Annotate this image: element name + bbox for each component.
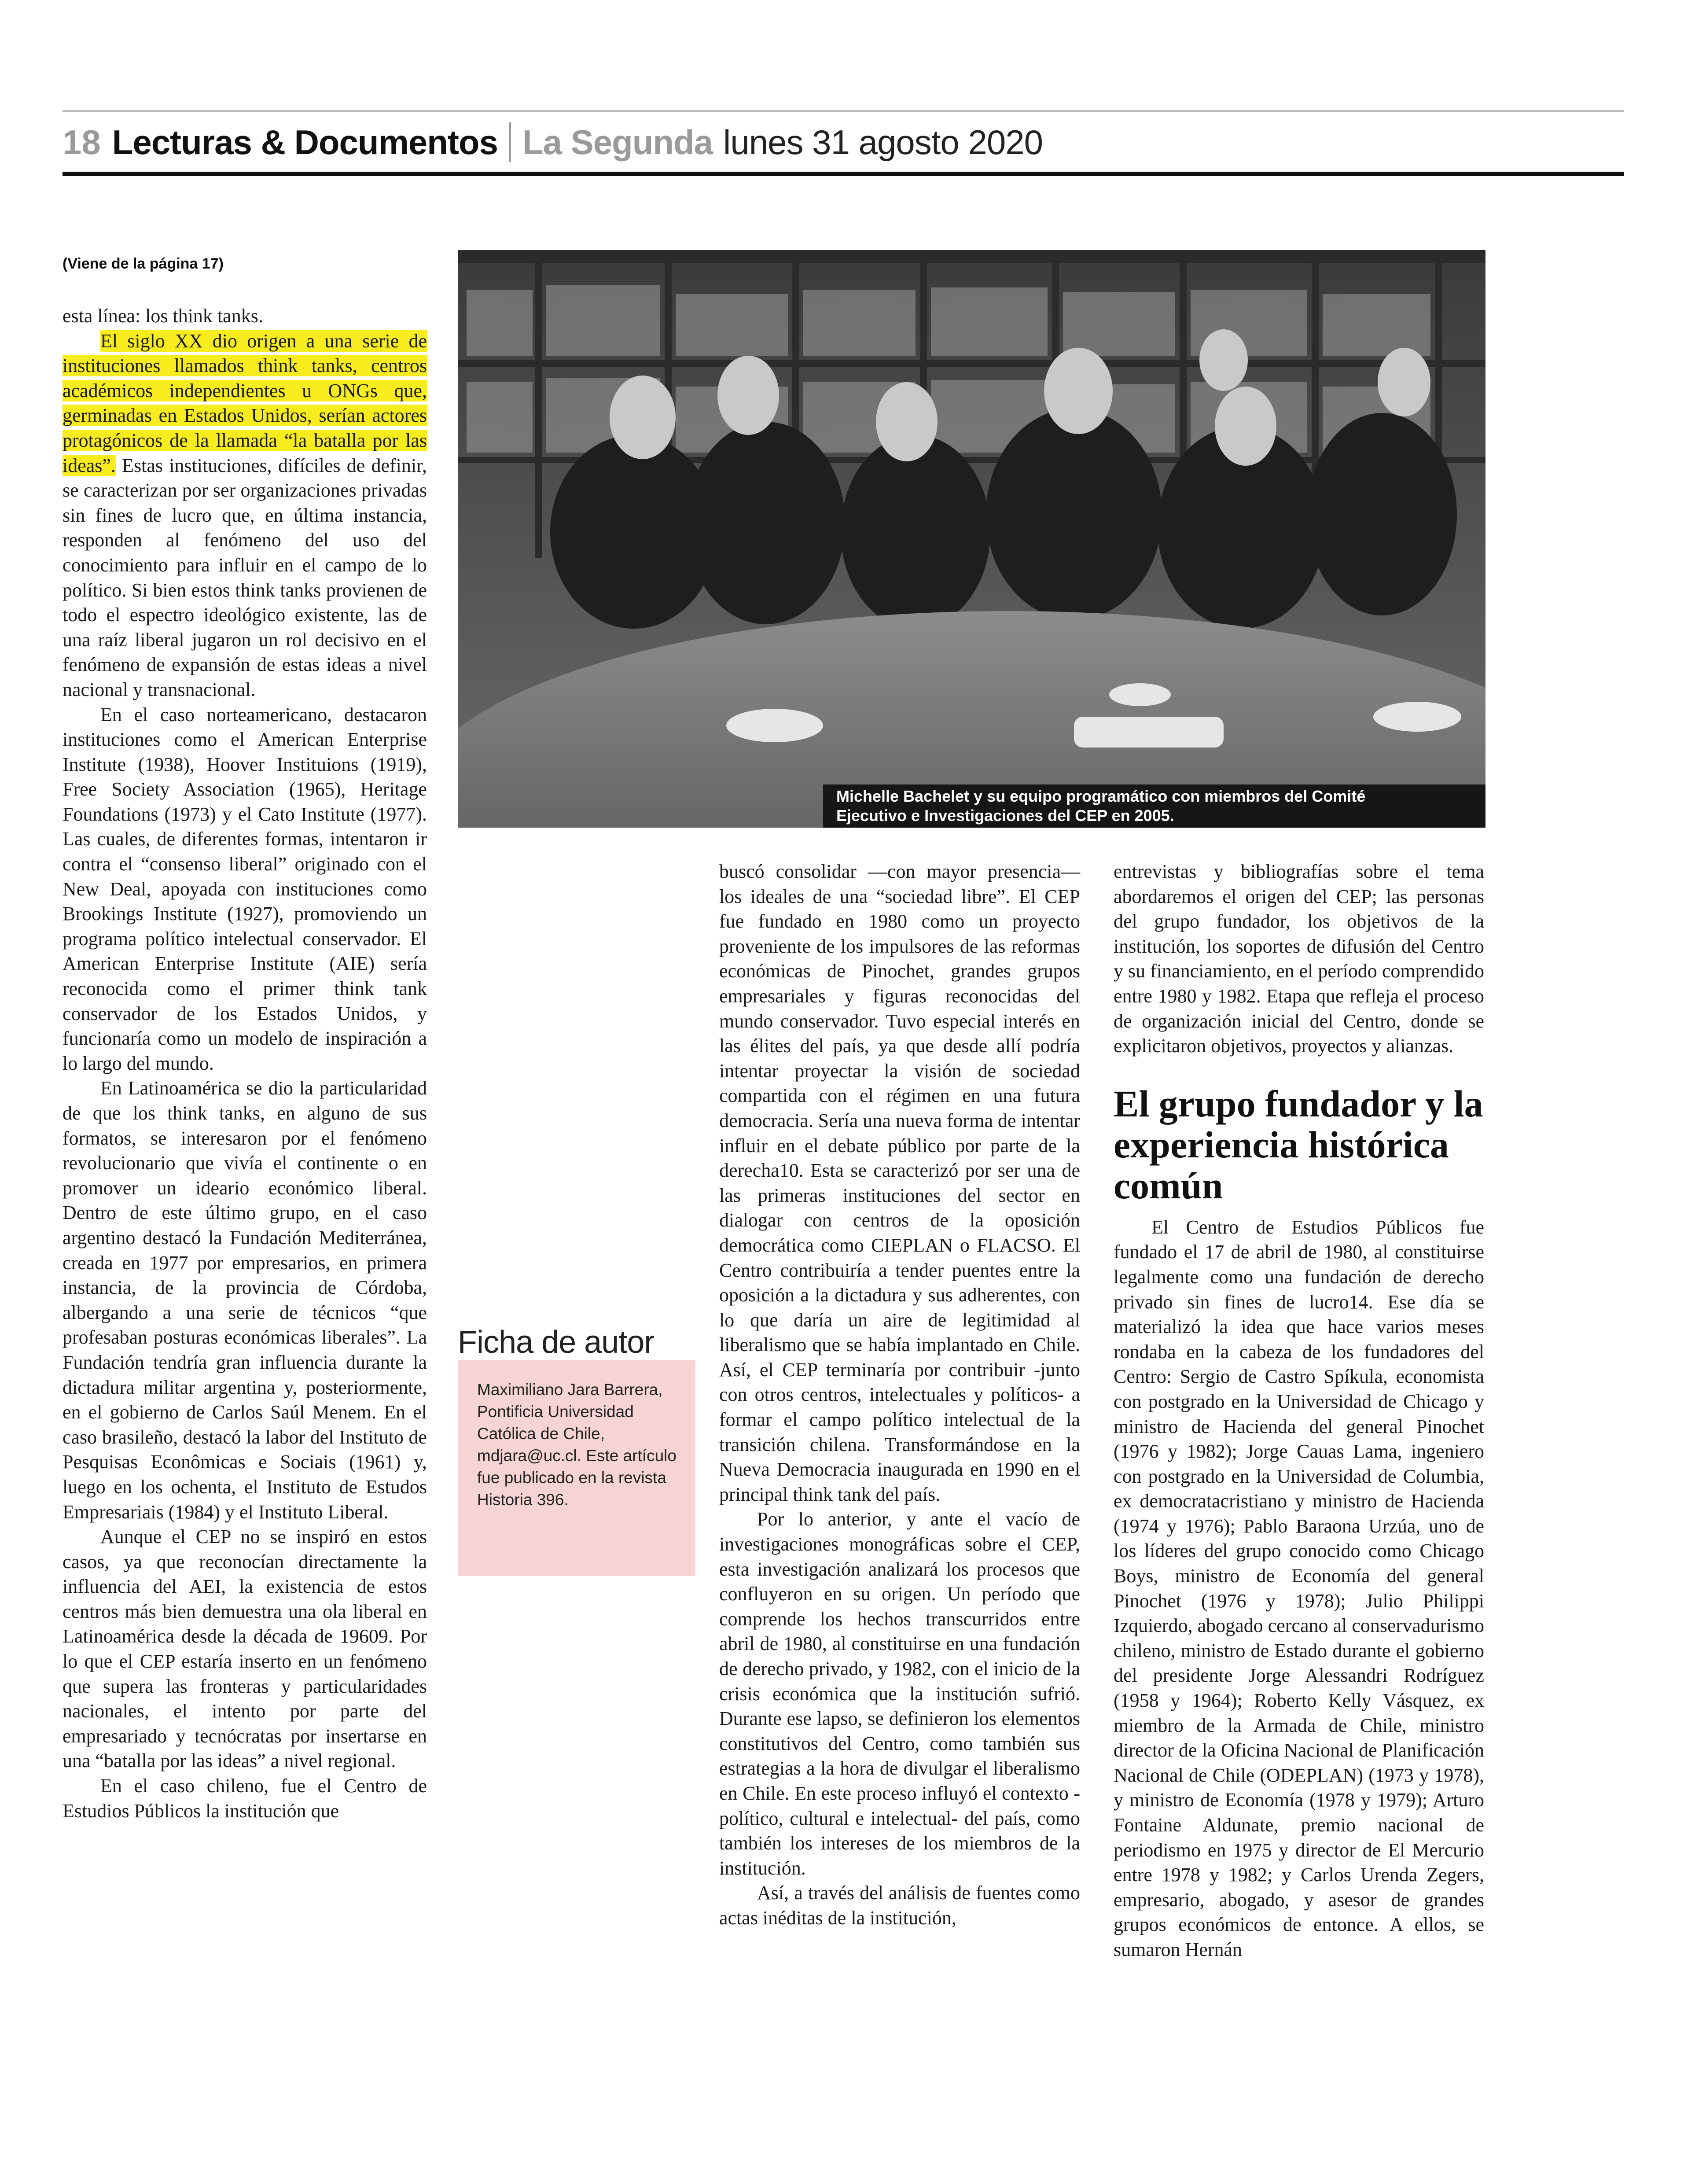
paragraph: Así, a través del análisis de fuentes como actas inéditas de la institución,	[719, 1882, 1080, 1929]
photo-illustration	[458, 250, 1485, 828]
page-header	[63, 114, 1043, 171]
newspaper-name: La Segunda	[522, 122, 713, 162]
continuation-note: (Viene de la página 17)	[63, 255, 224, 272]
article-column-1	[63, 304, 427, 1823]
article-photo	[458, 250, 1485, 828]
header-divider	[509, 122, 511, 162]
paragraph: En Latinoamérica se dio la particularidad de que los think tanks, en alguno de sus formatos, se interesaron por el fenómeno revolucionario que vivía el continente o en promover un ideario económico liberal. Dentro de este último grupo, en el caso argentino destacó la Fundación Mediterránea, creada en 1977 por empresarios, en primera instancia, de la provincia de Córdoba, albergando a una serie de técnicos “que profesaban posturas económicas liberales”. La Fundación tendría gran influencia durante la dictadura militar argentina y, posteriormente, en el gobierno de Carlos Saúl Menem. En el caso brasileño, destacó la labor del Instituto de Pesquisas Econômicas e Sociais (1961) y, luego en los ochenta, el Instituto de Estudos Empresariais (1984) y el Instituto Liberal.	[63, 1077, 427, 1523]
photo-caption-line: Ejecutivo e Investigaciones del CEP en 2005.	[836, 807, 1174, 825]
author-box-title: Ficha de autor	[458, 1325, 654, 1360]
paragraph: Por lo anterior, y ante el vacío de investigaciones monográficas sobre el CEP, esta investigación analizará los procesos que confluyeron en su origen. Un período que comprende los hechos transcurridos entre abril de 1980, al constituirse en una fundación de derecho privado, y 1982, con el inicio de la crisis económica que la institución sufrió. Durante ese lapso, se definieron los elementos constitutivos del Centro, como también sus estrategias a la hora de divulgar el liberalismo en Chile. En este proceso influyó el contexto -político, cultural e intelectual- del país, como también los intereses de los miembros de la institución.	[719, 1508, 1080, 1879]
photo-caption-line: Michelle Bachelet y su equipo programático con miembros del Comité	[836, 787, 1366, 805]
paragraph: En el caso chileno, fue el Centro de Estudios Públicos la institución que	[63, 1775, 427, 1822]
paragraph: El Centro de Estudios Públicos fue fundado el 17 de abril de 1980, al constituirse legalmente como una fundación de derecho privado sin fines de lucro14. Ese día se materializó la idea que hace varios meses rondaba en la cabeza de los fundadores del Centro: Sergio de Castro Spíkula, economista con postgrado en la Universidad de Chicago y ministro de Hacienda del general Pinochet (1976 y 1982); Jorge Cauas Lama, ingeniero con postgrado en la Universidad de Columbia, ex democratacristiano y ministro de Hacienda (1974 y 1976); Pablo Baraona Urzúa, uno de los líderes del grupo conocido como Chicago Boys, ministro de Economía del general Pinochet (1976 y 1978); Julio Philippi Izquierdo, abogado cercano al conservadurismo chileno, ministro de Estado durante el gobierno del presidente Jorge Alessandri Rodríguez (1958 y 1964); Roberto Kelly Vásquez, ex miembro de la Armada de Chile, ministro director de la Oficina Nacional de Planificación Nacional de Chile (ODEPLAN) (1973 y 1978), y ministro de Economía (1978 y 1979); Arturo Fontaine Aldunate, premio nacional de periodismo en 1975 y director de El Mercurio entre 1978 y 1982; y Carlos Urenda Zegers, empresario, abogado, y asesor de grandes grupos económicos de entonce. A ellos, se sumaron Hernán	[1114, 1216, 1484, 1960]
section-heading: El grupo fundador y la experiencia histórica común	[1114, 1082, 1483, 1207]
page-number: 18	[63, 122, 101, 162]
author-box-text: Maximiliano Jara Barrera, Pontificia Universidad Católica de Chile, mdjara@uc.cl. Este artículo fue publicado en la revista Historia 396.	[477, 1381, 677, 1509]
paragraph	[63, 329, 427, 703]
issue-date: lunes 31 agosto 2020	[723, 122, 1043, 162]
article-column-3	[1114, 859, 1484, 1963]
paragraph: esta línea: los think tanks.	[63, 305, 263, 327]
highlighted-text: El siglo XX dio origen a una serie de instituciones llamados think tanks, centros académicos independientes u ONGs que, germinadas en Estados Unidos, serían actores protagónicos de la llamada “la batalla por las ideas”.	[63, 330, 427, 476]
article-column-2	[719, 859, 1080, 1931]
photo-caption	[823, 784, 1485, 828]
paragraph: entrevistas y bibliografías sobre el tema abordaremos el origen del CEP; las personas del grupo fundador, los objetivos de la institución, los soportes de difusión del Centro y su financiamiento, en el período comprendido entre 1980 y 1982. Etapa que refleja el proceso de organización inicial del Centro, donde se explicitaron objetivos, proyectos y alianzas.	[1114, 861, 1484, 1057]
header-top-rule	[63, 110, 1624, 112]
header-bottom-rule	[63, 172, 1624, 176]
author-box	[458, 1360, 695, 1576]
paragraph-text: Estas instituciones, difíciles de definir, se caracterizan por ser organizaciones privadas sin fines de lucro que, en última instancia, responden al fenómeno del uso del conocimiento para influir en el campo de lo político. Si bien estos think tanks provienen de todo el espectro ideológico existente, las de una raíz liberal jugaron un rol decisivo en el fenómeno de expansión de estas ideas a nivel nacional y transnacional.	[63, 454, 427, 700]
section-title: Lecturas & Documentos	[112, 122, 498, 162]
paragraph: En el caso norteamericano, destacaron instituciones como el American Enterprise Institute (1938), Hoover Instituions (1919), Free Society Association (1965), Heritage Foundations (1973) y el Cato Institute (1977). Las cuales, de diferentes formas, intentaron ir contra el “consenso liberal” originado con el New Deal, apoyada con instituciones como Brookings Institute (1927), promoviendo un programa político intelectual conservador. El American Enterprise Institute (AIE) sería reconocida como el primer think tank conservador de los Estados Unidos, y funcionaría como un modelo de inspiración a lo largo del mundo.	[63, 703, 427, 1074]
paragraph: Aunque el CEP no se inspiró en estos casos, ya que reconocían directamente la influencia del AEI, la existencia de estos centros más bien demuestra una ola liberal en Latinoamérica desde la década de 19609. Por lo que el CEP estaría inserto en un fenómeno que supera las fronteras y particularidades nacionales, el intento por parte del empresariado y tecnócratas por insertarse en una “batalla por las ideas” a nivel regional.	[63, 1526, 427, 1772]
paragraph: buscó consolidar —con mayor presencia— los ideales de una “sociedad libre”. El CEP fue fundado en 1980 como un proyecto proveniente de los impulsores de las reformas económicas de Pinochet, grandes grupos empresariales y figuras reconocidas del mundo conservador. Tuvo especial interés en las élites del país, ya que desde allí podría intentar proyectar la visión de sociedad compartida con el régimen en una futura democracia. Sería una nueva forma de intentar influir en el debate público por parte de la derecha10. Esta se caracterizó por ser una de las primeras instituciones del sector en dialogar con centros de la oposición democrática como CIEPLAN o FLACSO. El Centro contribuiría a tender puentes entre la oposición a la dictadura y sus adherentes, con lo que daría un aire de legitimidad al liberalismo que se había implantado en Chile. Así, el CEP terminaría por contribuir -junto con otros centros, intelectuales y políticos- a formar el campo político intelectual de la transición chilena. Transformándose en la Nueva Democracia inaugurada en 1990 en el principal think tank del país.	[719, 861, 1080, 1505]
